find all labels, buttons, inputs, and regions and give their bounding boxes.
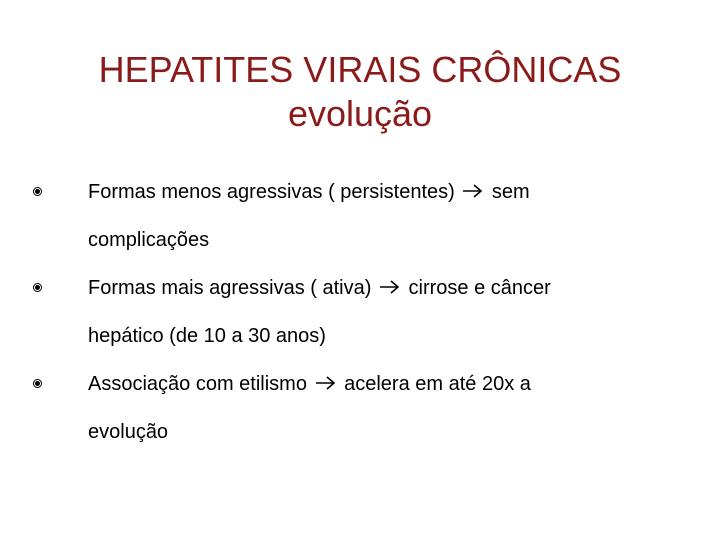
- bullet-text-after-arrow: acelera em até 20x a: [344, 373, 531, 395]
- bullet-text-after-arrow: sem: [491, 181, 530, 203]
- bullet-marker-icon: [30, 360, 44, 408]
- title-line-1: HEPATITES VIRAIS CRÔNICAS: [98, 49, 622, 90]
- bullet-item: [26, 168, 686, 264]
- right-arrow-icon: [379, 279, 401, 295]
- title-line-2: evolução: [287, 93, 433, 134]
- bullet-text-after-arrow: cirrose e câncer: [408, 277, 551, 299]
- bullet-item: [26, 264, 686, 360]
- bullet-line-1: [88, 168, 686, 216]
- right-arrow-icon: [462, 183, 484, 199]
- bullet-line-2: evolução: [88, 421, 169, 443]
- bullet-line-2: complicações: [88, 229, 210, 251]
- bullet-text-before-arrow: Associação com etilismo: [88, 373, 307, 395]
- slide-title: [0, 48, 720, 136]
- bullet-line-1: [88, 360, 686, 408]
- bullet-line-1: [88, 264, 686, 312]
- bullet-item: [26, 360, 686, 456]
- bullet-marker-icon: [30, 168, 44, 216]
- bullet-text-before-arrow: Formas menos agressivas ( persistentes): [88, 181, 455, 203]
- bullet-list: [26, 168, 686, 456]
- bullet-marker-icon: [30, 264, 44, 312]
- right-arrow-icon: [315, 375, 337, 391]
- bullet-text-before-arrow: Formas mais agressivas ( ativa): [88, 277, 372, 299]
- bullet-line-2: hepático (de 10 a 30 anos): [88, 325, 326, 347]
